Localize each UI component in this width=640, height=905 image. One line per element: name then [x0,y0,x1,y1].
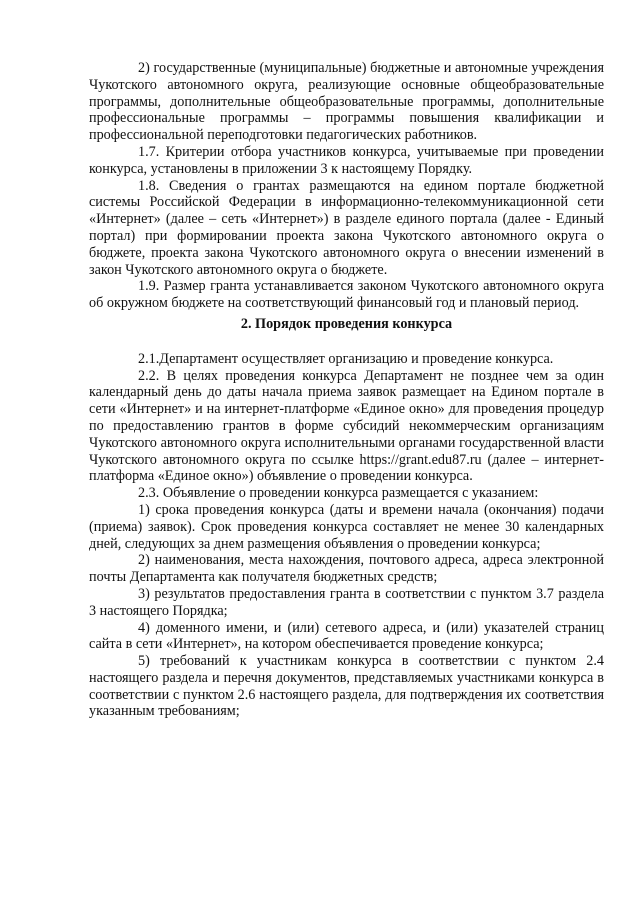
paragraph-2-1-organization: 2.1.Департамент осуществляет организацию и проведение конкурса. [138,350,554,367]
section-heading: 2. Порядок проведения конкурса [240,315,453,332]
list-item-5-participant-requirements: 5) требований к участникам конкурса в соответствии с пунктом 2.4 настоящего раздела и перечня документов, представляемых участниками конкурса в соответствии с пунктом 2.6 настоящего раздела, для подтверждения их соответствия указанным требованиям; [89,653,604,720]
list-item-4-domain-name: 4) доменного имени, и (или) сетевого адреса, и (или) указателей страниц сайта в сети «Интернет», на котором обеспечивается проведение конкурса; [89,619,604,653]
paragraph-1-8-grant-information: 1.8. Сведения о грантах размещаются на едином портале бюджетной системы Российской Федерации в информационно-телекоммуникационной сети «Интернет» (далее – сеть «Интернет») в разделе единого портала (далее - Единый портал) при формировании проекта закона Чукотского автономного округа о бюджете, проекта закона Чукотского автономного округа о внесении изменений в закон Чукотского автономного округа о бюджете. [89,177,604,278]
list-item-2-department-address: 2) наименования, места нахождения, почтового адреса, адреса электронной почты Департамента как получателя бюджетных средств; [89,552,604,586]
paragraph-item-2-institutions: 2) государственные (муниципальные) бюджетные и автономные учреждения Чукотского автономного округа, реализующие основные общеобразовательные программы, дополнительные общеобразовательные программы, дополнительные профессиональные программы – программы повышения квалификации и профессиональной переподготовки педагогических работников. [89,60,604,144]
paragraph-1-9-grant-amount: 1.9. Размер гранта устанавливается законом Чукотского автономного округа об окружном бюджете на соответствующий финансовый год и плановый период. [89,278,604,312]
paragraph-2-2-announcement: 2.2. В целях проведения конкурса Департамент не позднее чем за один календарный день до даты начала приема заявок размещает на Едином портале в сети «Интернет» и на интернет-платформе «Единое окно» для проведения процедур по предоставлению грантов в форме субсидий некоммерческим организациям Чукотского автономного округа исполнительными органами государственной власти Чукотского автономного округа по ссылке https://grant.edu87.ru (далее – интернет-платформа «Единое окно») объявление о проведении конкурса. [89,367,604,485]
list-item-1-deadline: 1) срока проведения конкурса (даты и времени начала (окончания) подачи (приема) заявок). Срок проведения конкурса составляет не менее 30 календарных дней, следующих за днем размещения объявления о проведении конкурса; [89,501,604,552]
paragraph-1-7-selection-criteria: 1.7. Критерии отбора участников конкурса, учитываемые при проведении конкурса, установлены в приложении 3 к настоящему Порядку. [89,143,604,177]
list-item-3-grant-results: 3) результатов предоставления гранта в соответствии с пунктом 3.7 раздела 3 настоящего Порядка; [89,585,604,619]
paragraph-2-3-announcement-contents: 2.3. Объявление о проведении конкурса размещается с указанием: [138,485,539,502]
